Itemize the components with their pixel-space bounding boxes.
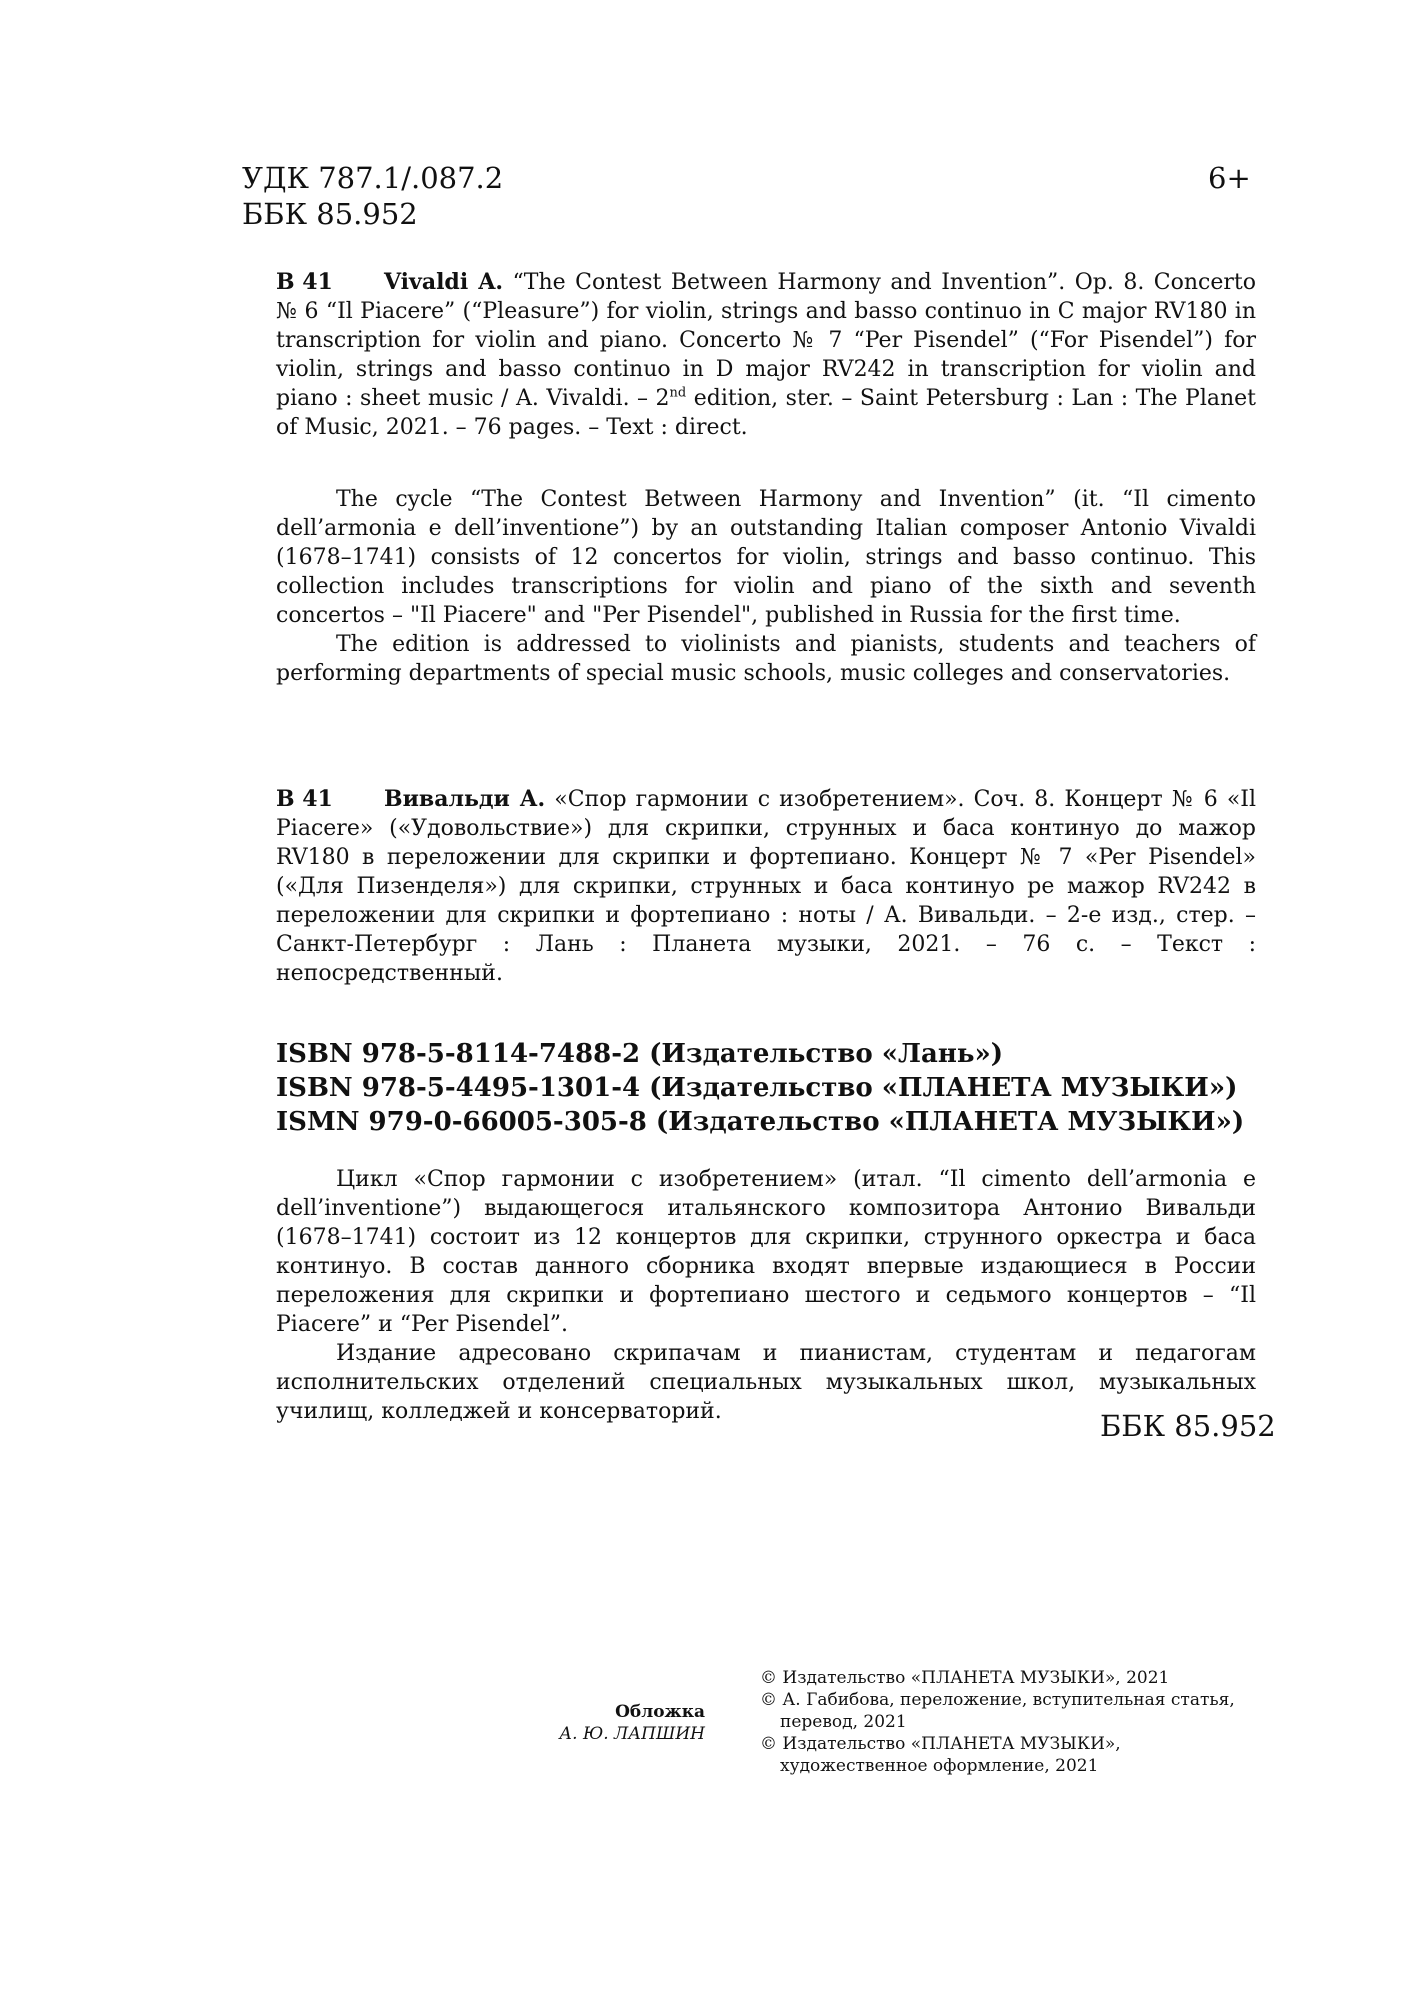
entry-text: «Спор гармонии с изобретением». Соч. 8. Концерт № 6 «Il Piacere» («Удовольствие») для скрипки, струнных и баса континуо до мажор RV180 в переложении для скрипки и фортепиано. Концерт № 7 «Per Pisendel» («Для Пизенделя») для скрипки, струнных и баса континуо ре мажор RV242 в переложении для скрипки и фортепиано : ноты / А. Вивальди. – 2-е изд., стер. – Санкт-Петербург : Лань : Планета музыки, 2021. – 76 с. – Текст : непосредственный. bbox=[276, 787, 1256, 986]
cover-credit bbox=[545, 1701, 705, 1745]
bibliographic-entry-en bbox=[276, 268, 1256, 442]
cover-label: Обложка bbox=[615, 1702, 705, 1722]
isbn-line: ISBN 978-5-8114-7488-2 (Издательство «Лань») bbox=[276, 1039, 1004, 1069]
copyright-line: © Издательство «ПЛАНЕТА МУЗЫКИ», 2021 bbox=[760, 1668, 1170, 1688]
isbn-block bbox=[276, 1037, 1244, 1139]
entry-code: В 41 bbox=[276, 269, 333, 295]
udk-code: УДК 787.1/.087.2 bbox=[242, 161, 504, 195]
abstract-en bbox=[276, 485, 1256, 688]
cover-designer: А. Ю. ЛАПШИН bbox=[559, 1724, 705, 1744]
abstract-ru bbox=[276, 1165, 1256, 1426]
abstract-paragraph: Цикл «Спор гармонии с изобретением» (итал. “Il cimento dell’armonia e dell’inventione”) выдающегося итальянского композитора Антонио Вивальди (1678–1741) состоит из 12 концертов для скрипки, струнного оркестра и баса континуо. В состав данного сборника входят впервые издающиеся в России переложения для скрипки и фортепиано шестого и седьмого концертов – “Il Piacere” и “Per Pisendel”. bbox=[276, 1167, 1256, 1337]
bbk-code: ББК 85.952 bbox=[242, 197, 418, 231]
bibliographic-entry-ru bbox=[276, 785, 1256, 988]
isbn-line: ISBN 978-5-4495-1301-4 (Издательство «ПЛАНЕТА МУЗЫКИ») bbox=[276, 1073, 1238, 1103]
copyright-line: © А. Габибова, переложение, вступительная статья, перевод, 2021 bbox=[760, 1690, 1235, 1732]
abstract-paragraph: The edition is addressed to violinists and pianists, students and teachers of performing departments of special music schools, music colleges and conservatories. bbox=[276, 632, 1256, 686]
age-rating: 6+ bbox=[1208, 161, 1251, 195]
entry-sup: nd bbox=[669, 385, 687, 401]
footer-bbk: ББК 85.952 bbox=[1100, 1409, 1276, 1443]
copyright-block bbox=[760, 1667, 1240, 1777]
abstract-paragraph: Издание адресовано скрипачам и пианистам, студентам и педагогам исполнительских отделений специальных музыкальных школ, музыкальных училищ, колледжей и консерваторий. bbox=[276, 1341, 1256, 1424]
ismn-line: ISMN 979-0-66005-305-8 (Издательство «ПЛАНЕТА МУЗЫКИ») bbox=[276, 1107, 1245, 1137]
entry-text: “The Contest Between Harmony and Invention”. Op. 8. Concerto № 6 “Il Piacere” (“Pleasure”) for violin, strings and basso continuo in C major RV180 in transcription for violin and piano. Concerto № 7 “Per Pisendel” (“For Pisendel”) for violin, strings and basso continuo in D major RV242 in transcription for violin and piano : sheet music / A. Vivaldi. – 2 bbox=[276, 270, 1256, 411]
abstract-paragraph: The cycle “The Contest Between Harmony and Invention” (it. “Il cimento dell’armonia e dell’inventione”) by an outstanding Italian composer Antonio Vivaldi (1678–1741) consists of 12 concertos for violin, strings and basso continuo. This collection includes transcriptions for violin and piano of the sixth and seventh concertos – "Il Piacere" and "Per Pisendel", published in Russia for the first time. bbox=[276, 487, 1256, 628]
entry-code: В 41 bbox=[276, 786, 333, 812]
entry-author: Vivaldi A. bbox=[384, 269, 504, 295]
entry-text-end: edition, ster. – Saint Petersburg : Lan : The Planet of Music, 2021. – 76 pages. – Text : direct. bbox=[276, 386, 1256, 440]
copyright-line: © Издательство «ПЛАНЕТА МУЗЫКИ», художественное оформление, 2021 bbox=[760, 1734, 1121, 1776]
entry-author: Вивальди А. bbox=[384, 786, 546, 812]
udk-bbk-block bbox=[242, 160, 503, 232]
